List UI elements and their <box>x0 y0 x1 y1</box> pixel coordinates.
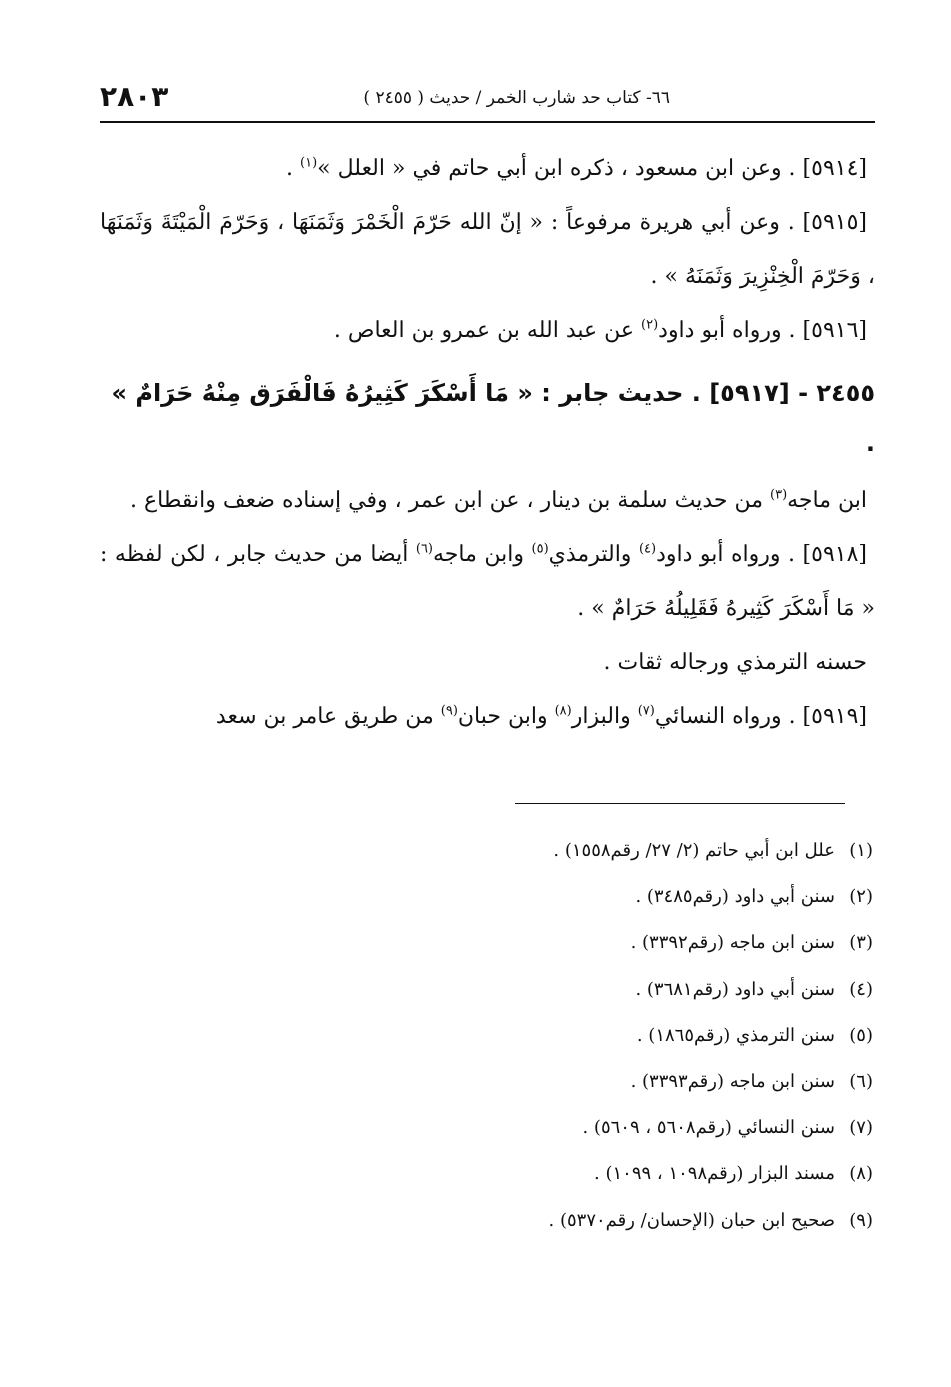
footnote-text: علل ابن أبي حاتم (٢/ ٢٧/ رقم١٥٥٨) . <box>553 840 835 861</box>
footnote-item <box>423 1151 873 1197</box>
footnote-text: سنن أبي داود (رقم٣٦٨١) . <box>635 978 835 1000</box>
paragraph-text: أيضا من حديث جابر ، لكن لفظه : « مَا أَسْكَرَ كَثِيرهُ فَقَلِيلُهُ حَرَامٌ » . <box>100 542 875 621</box>
paragraph-5915 <box>100 196 875 304</box>
paragraph-text: حسنه الترمذي ورجاله ثقات . <box>603 650 867 675</box>
footnote-number: (٨) <box>849 1163 873 1185</box>
footnote-text: سنن النسائي (رقم٥٦٠٨ ، ٥٦٠٩) . <box>582 1117 835 1139</box>
footnote-ref: (٦) <box>415 541 433 557</box>
footnote-ref: (٢) <box>641 317 659 333</box>
footnote-ref: (٩) <box>440 703 458 719</box>
footnote-item <box>423 828 873 874</box>
paragraph-5918 <box>100 528 875 636</box>
footnote-ref: (٣) <box>770 487 788 503</box>
paragraph-text: وابن ماجه <box>433 542 532 567</box>
paragraph-text: والترمذي <box>548 542 639 567</box>
footnote-number: (٣) <box>849 932 873 954</box>
paragraph-text: [٥٩١٤] . وعن ابن مسعود ، ذكره ابن أبي حاتم في « العلل » <box>317 156 867 181</box>
running-title: ٦٦- كتاب حد شارب الخمر / حديث ( ٢٤٥٥ ) <box>363 88 670 108</box>
footnote-text: سنن ابن ماجه (رقم٣٣٩٢) . <box>630 932 835 954</box>
footnote-item <box>423 1059 873 1105</box>
paragraph-tail: . <box>286 156 301 181</box>
paragraph-text: [٥٩١٩] . ورواه النسائي <box>654 704 867 729</box>
footnote-ref: (٤) <box>638 541 657 557</box>
paragraph-text: [٥٩١٨] . ورواه أبو داود <box>656 542 867 567</box>
running-header <box>100 80 875 120</box>
paragraph-text: والبزار <box>571 704 638 729</box>
paragraph-text: من طريق عامر بن سعد <box>215 704 441 729</box>
footnote-item <box>423 967 873 1013</box>
paragraph-grading <box>100 636 875 690</box>
paragraph-text: [٥٩١٦] . ورواه أبو داود <box>658 318 867 343</box>
footnote-number: (٤) <box>849 978 873 1000</box>
paragraph-text: عن عبد الله بن عمرو بن العاص . <box>333 318 641 343</box>
paragraph-text: [٥٩١٥] . وعن أبي هريرة مرفوعاً : « إنّ الله حَرّمَ الْخَمْرَ وَثَمَنَهَا ، وَحَرّمَ الْمَيْتَةَ وَثَمَنَهَا ، وَحَرّمَ الْخِنْزِيرَ وَثَمَنَهُ » . <box>100 210 875 289</box>
footnote-ref: (٨) <box>554 703 572 719</box>
footnote-number: (٦) <box>849 1071 873 1093</box>
footnote-item <box>423 1013 873 1059</box>
footnote-item <box>423 920 873 966</box>
paragraph-ibn-majah <box>100 474 875 528</box>
footnote-text: سنن أبي داود (رقم٣٤٨٥) . <box>635 886 835 908</box>
footnote-number: (١) <box>849 840 873 861</box>
paragraph-text: من حديث سلمة بن دينار ، عن ابن عمر ، وفي إسناده ضعف وانقطاع . <box>130 488 770 513</box>
footnote-separator <box>515 803 845 804</box>
paragraph-5916 <box>100 304 875 358</box>
footnote-number: (٧) <box>849 1117 873 1139</box>
main-text <box>100 142 875 744</box>
header-rule <box>100 121 875 123</box>
footnote-ref: (٧) <box>637 703 655 719</box>
paragraph-text: وابن حبان <box>457 704 555 729</box>
footnotes <box>423 828 873 1244</box>
hadith-heading: ٢٤٥٥ - [٥٩١٧] . حديث جابر : « مَا أَسْكَرَ كَثِيرُهُ فَالْفَرَق مِنْهُ حَرَامٌ » . <box>111 379 875 457</box>
paragraph-5914 <box>100 142 875 196</box>
footnote-text: مسند البزار (رقم١٠٩٨ ، ١٠٩٩) . <box>594 1163 835 1185</box>
footnote-ref: (٥) <box>531 541 549 557</box>
footnote-item <box>423 1198 873 1244</box>
footnote-number: (٥) <box>849 1024 873 1046</box>
footnote-text: صحيح ابن حبان (الإحسان/ رقم٥٣٧٠) . <box>548 1209 835 1231</box>
footnote-item <box>423 1105 873 1151</box>
paragraph-5919 <box>100 690 875 744</box>
footnote-number: (٢) <box>849 886 873 908</box>
paragraph-text: ابن ماجه <box>787 488 867 513</box>
footnote-ref: (١) <box>300 155 318 171</box>
footnote-item <box>423 874 873 920</box>
footnote-number: (٩) <box>849 1209 873 1231</box>
footnote-text: سنن الترمذي (رقم١٨٦٥) . <box>636 1024 835 1046</box>
page-number: ٢٨٠٣ <box>100 80 169 113</box>
footnote-text: سنن ابن ماجه (رقم٣٣٩٣) . <box>630 1071 835 1093</box>
